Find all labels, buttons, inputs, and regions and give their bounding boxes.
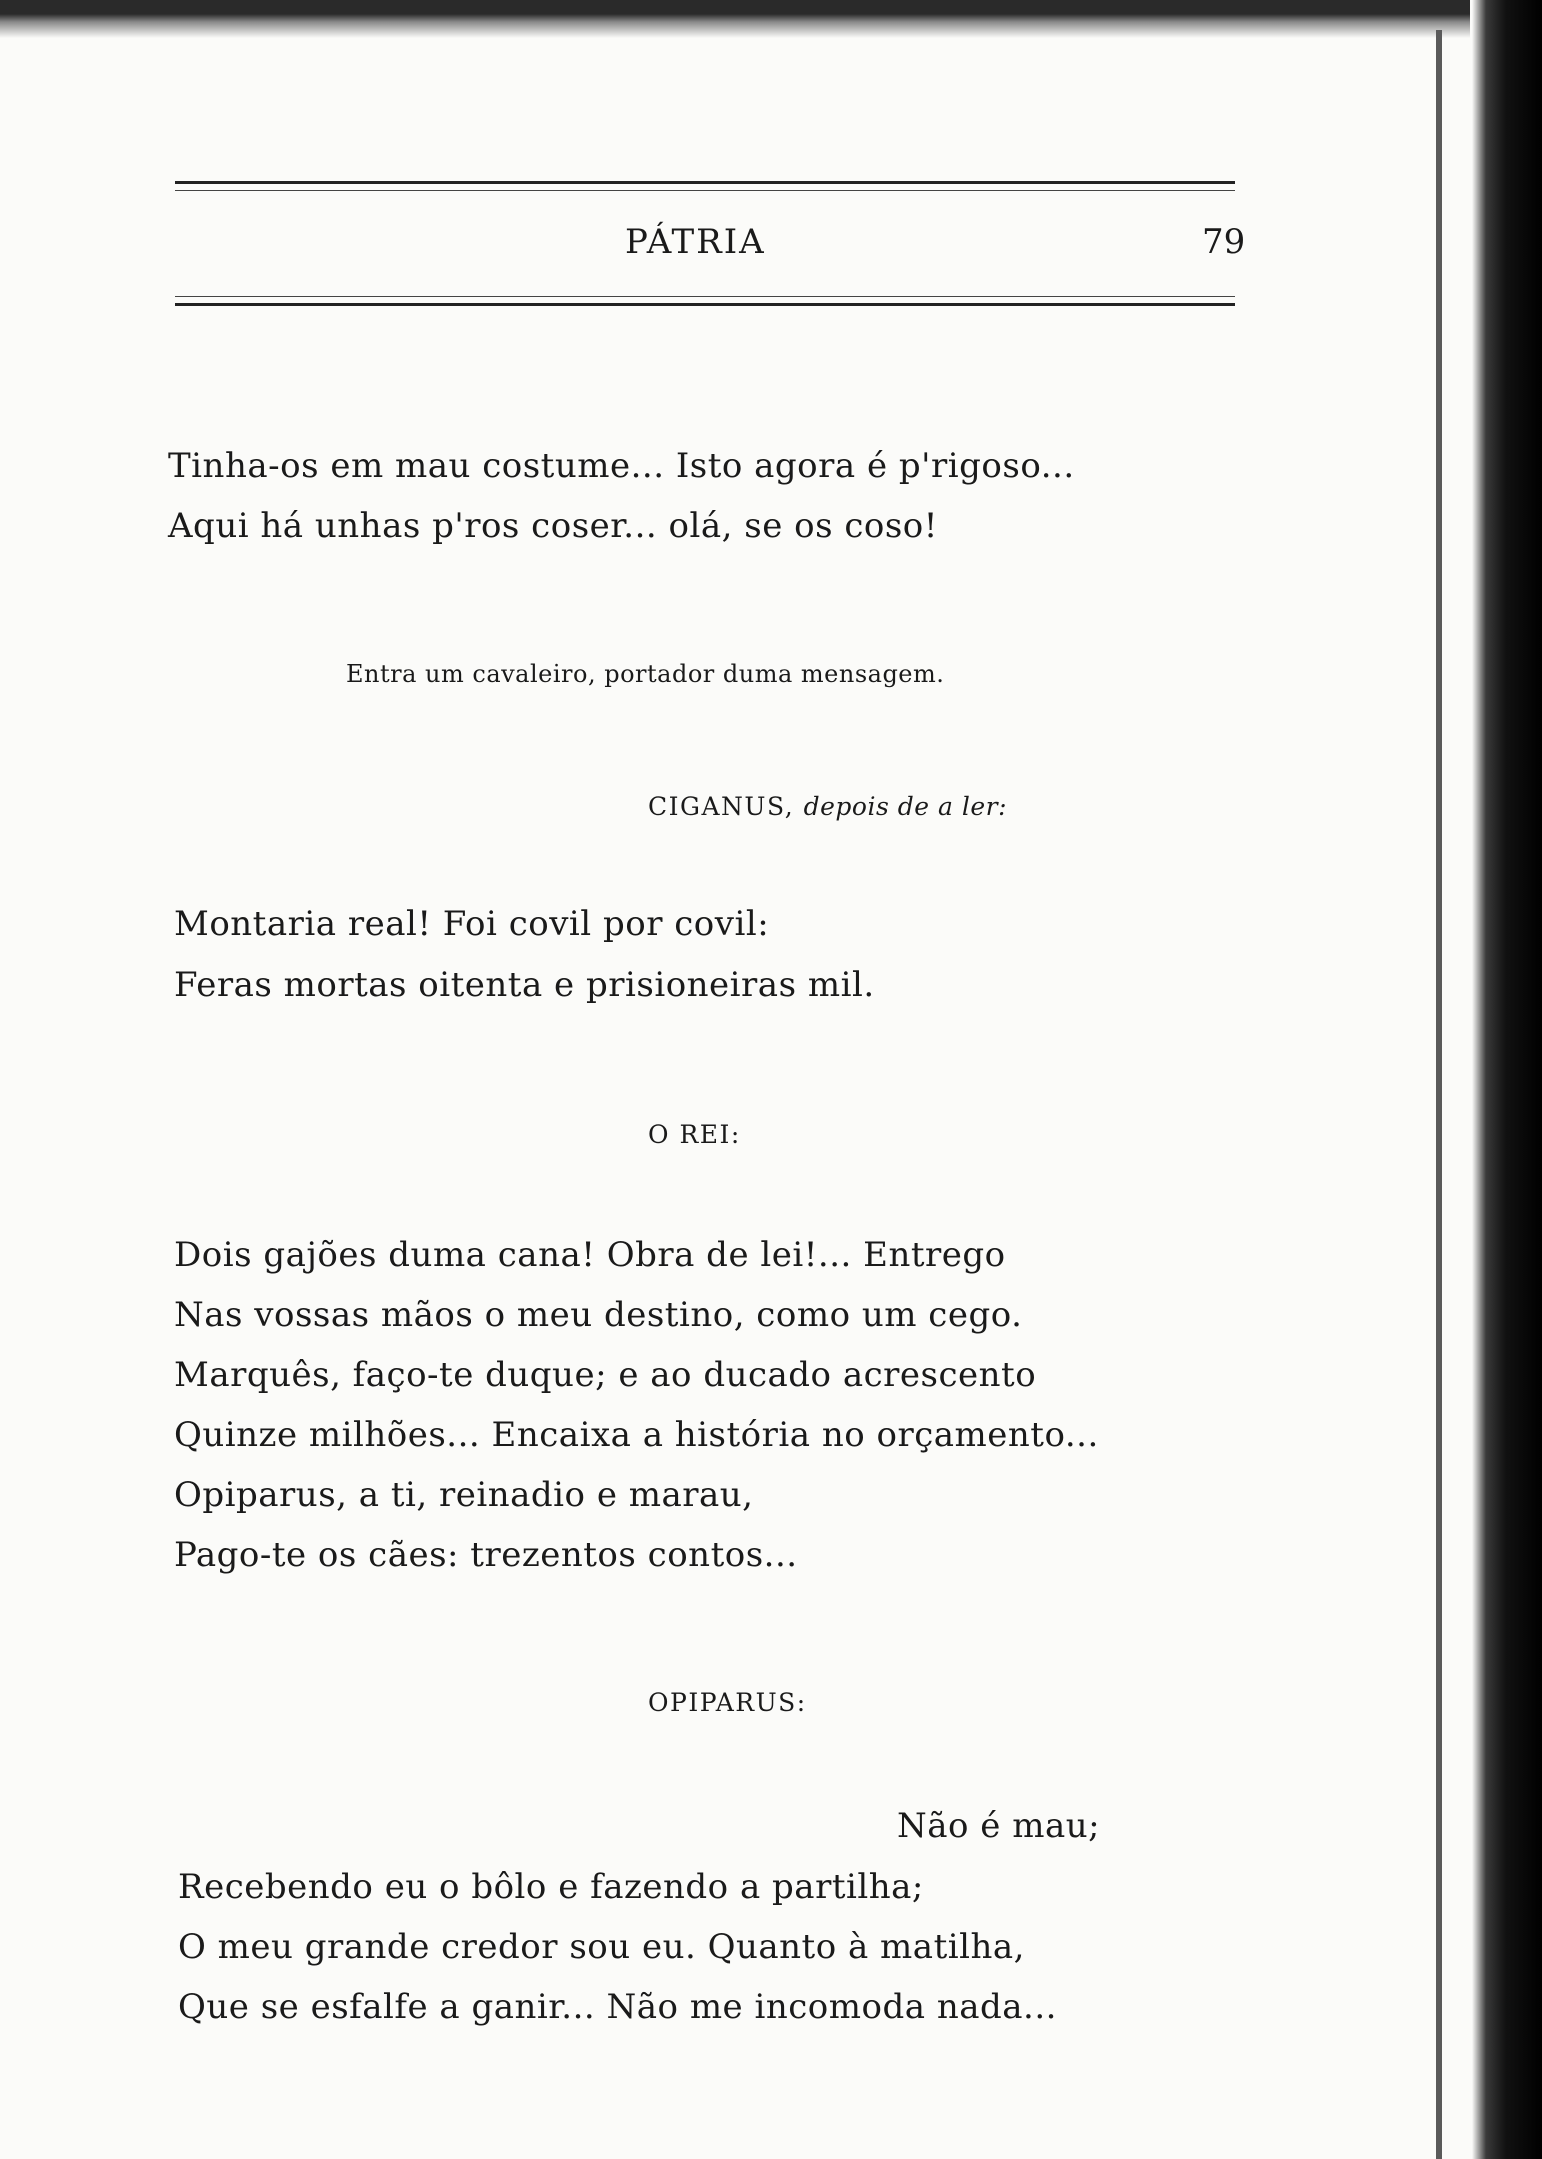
verse-line: Recebendo eu o bôlo e fazendo a partilha;	[178, 1867, 924, 1907]
verse-line-indented: Não é mau;	[897, 1806, 1101, 1846]
verse-line: O meu grande credor sou eu. Quanto à matilha,	[178, 1927, 1025, 1967]
verse-line: Nas vossas mãos o meu destino, como um cego.	[174, 1295, 1023, 1335]
speaker-name: CIGANUS,	[648, 792, 795, 821]
speaker-ciganus	[648, 792, 1007, 821]
verse-line: Opiparus, a ti, reinadio e marau,	[174, 1475, 754, 1515]
verse-line: Pago-te os cães: trezentos contos...	[174, 1535, 798, 1575]
header-rule-top	[175, 181, 1235, 184]
header-rule-bottom-thin	[175, 296, 1235, 297]
speaker-opiparus: OPIPARUS:	[648, 1688, 807, 1717]
page-top-edge-shadow	[0, 0, 1470, 38]
speaker-o-rei: O REI:	[648, 1120, 741, 1149]
verse-line: Marquês, faço-te duque; e ao ducado acrescento	[174, 1355, 1037, 1395]
stage-direction: Entra um cavaleiro, portador duma mensagem.	[346, 660, 945, 688]
verse-line: Tinha-os em mau costume... Isto agora é p'rigoso...	[168, 446, 1075, 486]
verse-line: Que se esfalfe a ganir... Não me incomoda nada...	[178, 1987, 1057, 2027]
verse-line: Dois gajões duma cana! Obra de lei!... Entrego	[174, 1235, 1006, 1275]
page-edge-line	[1436, 30, 1442, 2159]
speaker-note: depois de a ler:	[803, 792, 1007, 821]
header-rule-top-thin	[175, 190, 1235, 191]
page-number: 79	[1202, 222, 1246, 262]
book-binding-shadow	[1472, 0, 1542, 2159]
verse-line: Quinze milhões... Encaixa a história no orçamento...	[174, 1415, 1099, 1455]
verse-line: Aqui há unhas p'ros coser... olá, se os coso!	[168, 506, 938, 546]
header-rule-bottom	[175, 303, 1235, 306]
verse-line: Feras mortas oitenta e prisioneiras mil.	[174, 965, 875, 1005]
verse-line: Montaria real! Foi covil por covil:	[174, 904, 770, 944]
running-header-title: PÁTRIA	[625, 222, 766, 262]
